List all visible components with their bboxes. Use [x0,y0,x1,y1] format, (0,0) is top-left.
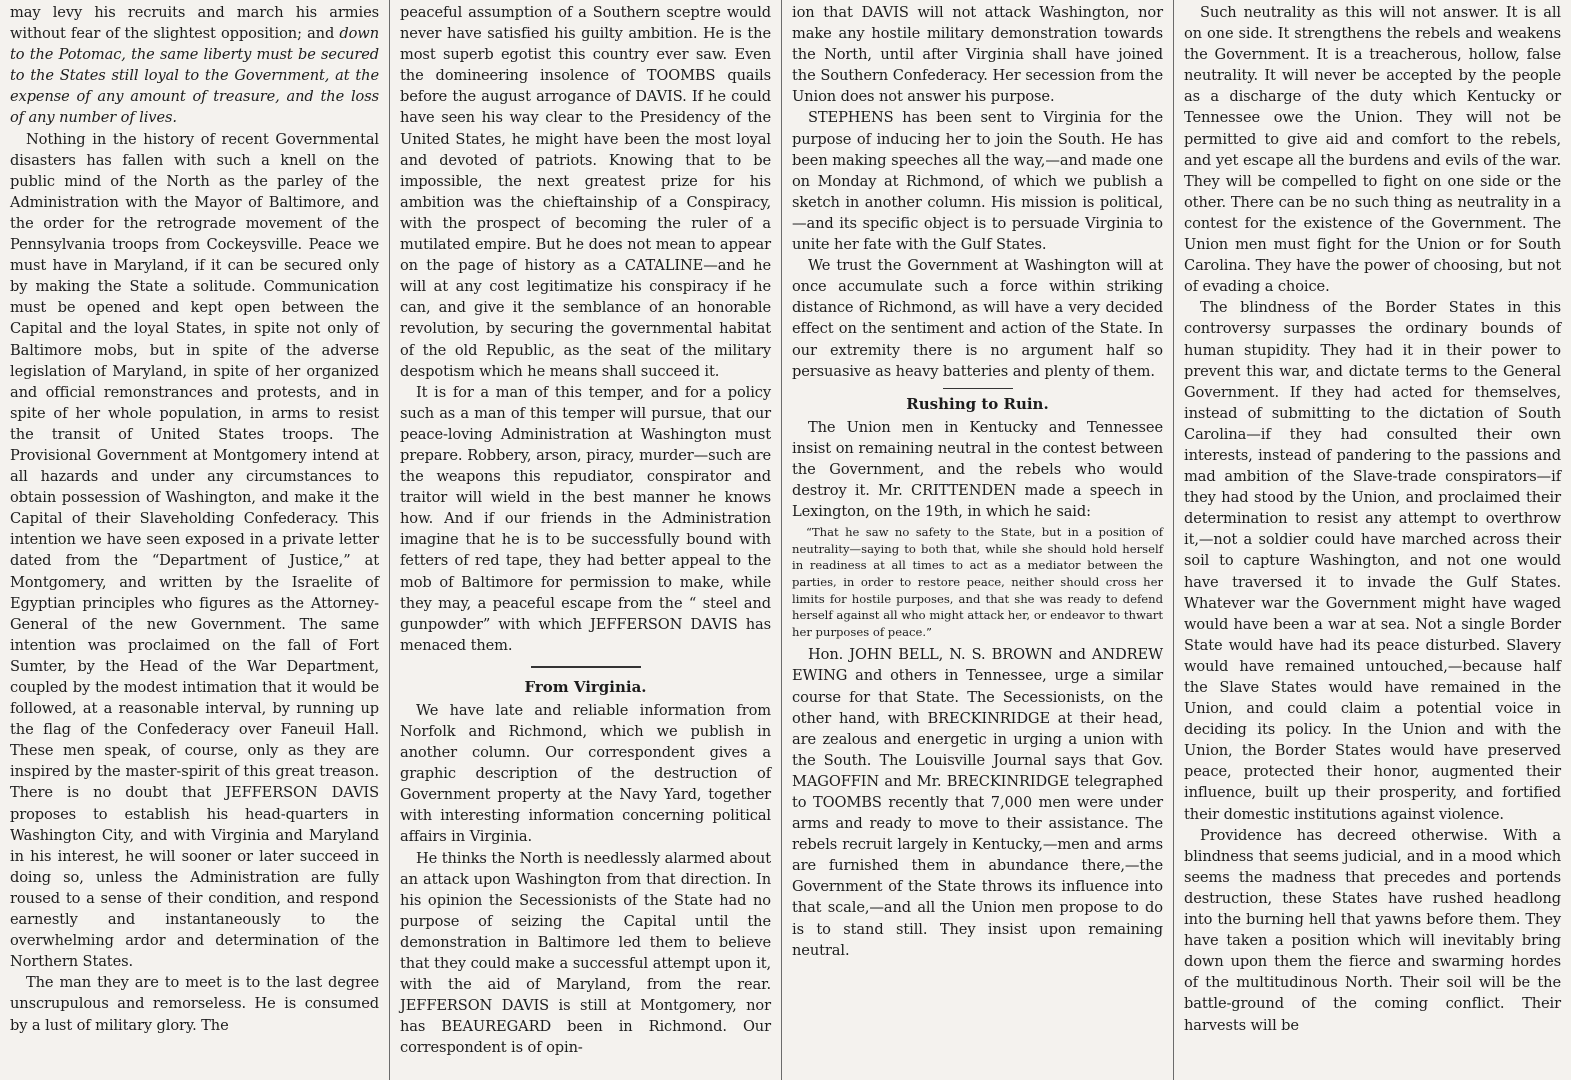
section-divider [531,666,641,668]
block-quote: “That he saw no safety to the State, but in a position of neutrality—saying to both that, while she should hold herself in readiness at all times to act as a mediator between the parties, in order to restore peace, neither should cross her limits for hostile purposes, and that she was ready to defend herself against all who might attack her, or endeavor to thwart her purposes of peace.” [792,525,1163,639]
paragraph: Such neutrality as this will not answer. It is all on one side. It strengthens the rebels and weakens the Government. It is a treacherous, hollow, false neutrality. It will never be accepted by the people as a discharge of the duty which Kentucky or Tennessee owe the Union. They will not be permitted to give aid and comfort to the rebels, and yet escape all the burdens and evils of the war. They will be compelled to fight on one side or the other. There can be no such thing as neutrality in a contest for the existence of the Government. The Union men must fight for the Union or for South Carolina. They have the power of choosing, but not of evading a choice. [1184,4,1561,296]
paragraph: He thinks the North is needlessly alarmed about an attack upon Washington from that direction. In his opinion the Secessionists of the State had no purpose of seizing the Capital until the demonstration in Baltimore led them to believe that they could make a successful attempt upon it, with the aid of Maryland, from the rear. JEFFERSON DAVIS is still at Montgomery, nor has BEAUREGARD been in Richmond. Our correspondent is of opin- [400,849,771,1057]
column-3 [782,0,1174,1080]
section-headline: From Virginia. [524,677,647,696]
paragraph: The man they are to meet is to the last degree unscrupulous and remorseless. He is consumed by a lust of military glory. The [10,974,379,1034]
paragraph: We trust the Government at Washington will at once accumulate such a force within striking distance of Richmond, as will have a very decided effect on the sentiment and action of the State. In our extremity there is no argument half so persuasive as heavy batteries and plenty of them. [792,257,1163,380]
column-4 [1174,0,1571,1080]
paragraph: Hon. JOHN BELL, N. S. BROWN and ANDREW EWING and others in Tennessee, urge a similar course for that State. The Secessionists, on the other hand, with BRECKINRIDGE at their head, are zealous and energetic in urging a union with the South. The Louisville Journal says that Gov. MAGOFFIN and Mr. BRECKINRIDGE telegraphed to TOOMBS recently that 7,000 men were under arms and ready to move to their assistance. The rebels recruit largely in Kentucky,—men and arms are furnished them in abundance there,—the Government of the State throws its influence into that scale,—and all the Union men propose to do is to stand still. They insist upon remaining neutral. [792,646,1163,959]
paragraph [10,2,379,129]
section-headline: Rushing to Ruin. [906,394,1049,413]
column-2 [390,0,782,1080]
column-1 [0,0,390,1080]
paragraph: peaceful assumption of a Southern sceptre would never have satisfied his guilty ambition. He is the most superb egotist this country ever saw. Even the domineering insolence of TOOMBS quails before the august arrogance of DAVIS. If he could have seen his way clear to the Presidency of the United States, he might have been the most loyal and devoted of patriots. Knowing that to be impossible, the next greatest prize for his ambition was the chieftainship of a Conspiracy, with the prospect of becoming the ruler of a mutilated empire. But he does not mean to appear on the page of history as a CATALINE—and he will at any cost legitimatize his conspiracy if he can, and give it the semblance of an honorable revolution, by securing the governmental habitat of the old Republic, as the seat of the military despotism which he means shall succeed it. [400,4,771,380]
paragraph: Nothing in the history of recent Governmental disasters has fallen with such a knell on the public mind of the North as the parley of the Administration with the Mayor of Baltimore, and the order for the retrograde movement of the Pennsylvania troops from Cockeysville. Peace we must have in Maryland, if it can be secured only by making the State a solitude. Communication must be opened and kept open between the Capital and the loyal States, in spite not only of Baltimore mobs, but in spite of the adverse legislation of Maryland, in spite of her organized and official remonstrances and protests, and in spite of her whole population, in arms to resist the transit of United States troops. The Provisional Government at Montgomery intend at all hazards and under any circumstances to obtain possession of Washington, and make it the Capital of their Slaveholding Confederacy. This intention we have seen exposed in a private letter dated from the “Department of Justice,” at Montgomery, and written by the Israelite of Egyptian principles who figures as the Attorney-General of the new Government. The same intention was proclaimed on the fall of Fort Sumter, by the Head of the War Department, coupled by the modest intimation that it would be followed, at a reasonable interval, by running up the flag of the Confederacy over Faneuil Hall. These men speak, of course, only as they are inspired by the master-spirit of this great treason. There is no doubt that JEFFERSON DAVIS proposes to establish his head-quarters in Washington City, and with Virginia and Maryland in his interest, he will sooner or later succeed in doing so, unless the Administration are fully roused to a sense of their condition, and respond earnestly and instantaneously to the overwhelming ardor and determination of the Northern States. [10,130,379,971]
paragraph: The Union men in Kentucky and Tennessee insist on remaining neutral in the contest between the Government, and the rebels who would destroy it. Mr. CRITTENDEN made a speech in Lexington, on the 19th, in which he said: [792,418,1163,521]
paragraph: ion that DAVIS will not attack Washington, nor make any hostile military demonstration towards the North, until after Virginia shall have joined the Southern Confederacy. Her secession from the Union does not answer his purpose. [792,4,1163,106]
paragraph-italic-text: down to the Potomac, the same liberty must be secured to the States still loyal to the Government, at the expense of any amount of treasure, and the loss of any number of lives. [10,25,379,127]
paragraph: STEPHENS has been sent to Virginia for the purpose of inducing her to join the South. He has been making speeches all the way,—and made one on Monday at Richmond, of which we publish a sketch in another column. His mission is political,—and its specific object is to persuade Virginia to unite her fate with the Gulf States. [792,109,1163,254]
paragraph-text: may levy his recruits and march his armies without fear of the slightest opposition; and [10,4,379,43]
paragraph: It is for a man of this temper, and for a policy such as a man of this temper will pursue, that our peace-loving Administration at Washington must prepare. Robbery, arson, piracy, murder—such are the weapons this repudiator, conspirator and traitor will wield in the best manner he knows how. And if our friends in the Administration imagine that he is to be successfully bound with fetters of red tape, they had better appeal to the mob of Baltimore for permission to make, while they may, a peaceful escape from the “ steel and gunpowder” with which JEFFERSON DAVIS has menaced them. [400,383,771,654]
paragraph: The blindness of the Border States in this controversy surpasses the ordinary bounds of human stupidity. They had it in their power to prevent this war, and dictate terms to the General Government. If they had acted for themselves, instead of submitting to the dictation of South Carolina—if they had consulted their own interests, instead of pandering to the passions and mad ambition of the Slave-trade conspirators—if they had stood by the Union, and proclaimed their determination to resist any attempt to overthrow it,—not a soldier could have marched across their soil to capture Washington, and not one would have traversed it to invade the Gulf States. Whatever war the Government might have waged would have been a war at sea. Not a single Border State would have had its peace disturbed. Slavery would have remained untouched,—because half the Slave States would have remained in the Union, and could claim a potential voice in deciding its policy. In the Union and with the Union, the Border States would have preserved peace, protected their honor, augmented their influence, built up their prosperity, and fortified their domestic institutions against violence. [1184,299,1561,823]
paragraph: We have late and reliable information from Norfolk and Richmond, which we publish in another column. Our correspondent gives a graphic description of the destruction of Government property at the Navy Yard, together with interesting information concerning political affairs in Virginia. [400,701,771,846]
section-divider [943,388,1013,389]
paragraph: Providence has decreed otherwise. With a blindness that seems judicial, and in a mood which seems the madness that precedes and portends destruction, these States have rushed headlong into the burning hell that yawns before them. They have taken a position which will inevitably bring down upon them the fierce and swarming hordes of the multitudinous North. Their soil will be the battle-ground of the coming conflict. Their harvests will be [1184,826,1561,1034]
